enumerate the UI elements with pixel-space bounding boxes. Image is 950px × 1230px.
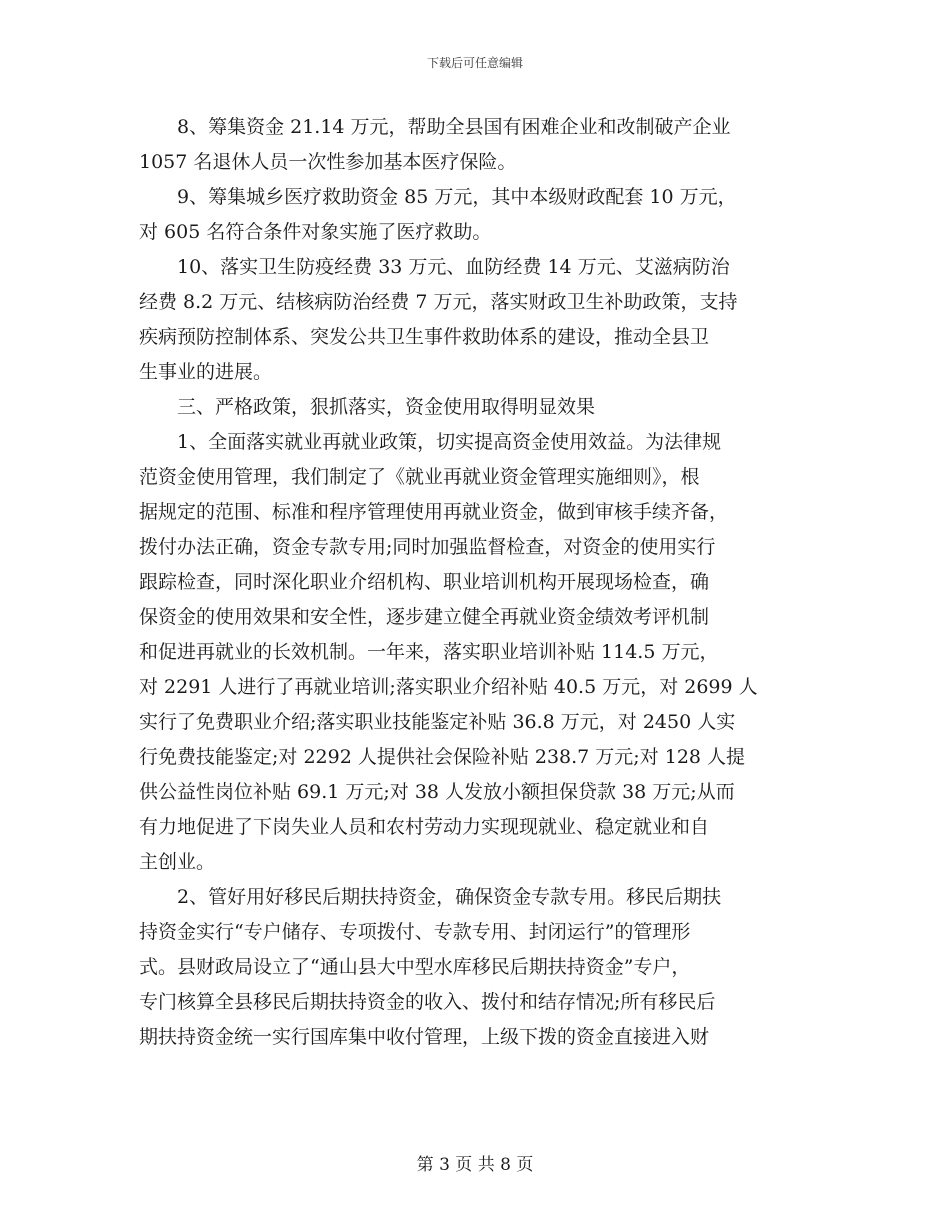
text-line: 专门核算全县移民后期扶持资金的收入、拨付和结存情况;所有移民后	[139, 991, 716, 1013]
text-line: 期扶持资金统一实行国库集中收付管理，上级下拨的资金直接进入财	[139, 1026, 710, 1048]
text-line: 对 2291 人进行了再就业培训;落实职业介绍补贴 40.5 万元，对 2699 人	[139, 676, 758, 698]
text-line: 跟踪检查，同时深化职业介绍机构、职业培训机构开展现场检查，确	[139, 571, 710, 593]
text-line: 实行了免费职业介绍;落实职业技能鉴定补贴 36.8 万元，对 2450 人实	[139, 711, 736, 733]
page-header: 下载后可任意编辑	[426, 56, 523, 70]
text-line: 1057 名退休人员一次性参加基本医疗保险。	[139, 151, 517, 173]
text-line: 1、全面落实就业再就业政策，切实提高资金使用效益。为法律规	[139, 431, 722, 453]
text-line: 对 605 名符合条件对象实施了医疗救助。	[139, 221, 492, 243]
text-line: 和促进再就业的长效机制。一年来，落实职业培训补贴 114.5 万元，	[139, 641, 719, 663]
text-line: 拨付办法正确，资金专款专用;同时加强监督检查，对资金的使用实行	[139, 536, 716, 558]
text-line: 2、管好用好移民后期扶持资金，确保资金专款专用。移民后期扶	[139, 886, 722, 908]
text-line: 9、筹集城乡医疗救助资金 85 万元，其中本级财政配套 10 万元，	[139, 186, 737, 208]
text-line: 经费 8.2 万元、结核病防治经费 7 万元，落实财政卫生补助政策，支持	[139, 291, 738, 313]
text-line: 式。县财政局设立了“通山县大中型水库移民后期扶持资金”专户，	[139, 956, 691, 978]
text-line: 保资金的使用效果和安全性，逐步建立健全再就业资金绩效考评机制	[139, 606, 710, 628]
page-footer: 第 3 页 共 8 页	[416, 1155, 534, 1175]
body-text	[139, 110, 819, 1055]
text-line: 8、筹集资金 21.14 万元，帮助全县国有困难企业和改制破产企业	[139, 116, 731, 138]
text-line: 主创业。	[139, 851, 216, 873]
text-line: 供公益性岗位补贴 69.1 万元;对 38 人发放小额担保贷款 38 万元;从而	[139, 781, 735, 803]
text-line: 持资金实行“专户储存、专项拨付、专款专用、封闭运行”的管理形	[139, 921, 691, 943]
text-line: 范资金使用管理，我们制定了《就业再就业资金管理实施细则》，根	[139, 466, 700, 488]
text-line: 生事业的进展。	[139, 361, 273, 383]
text-line: 行免费技能鉴定;对 2292 人提供社会保险补贴 238.7 万元;对 128 人提	[139, 746, 746, 768]
text-line: 10、落实卫生防疫经费 33 万元、血防经费 14 万元、艾滋病防治	[139, 256, 730, 278]
text-line: 有力地促进了下岗失业人员和农村劳动力实现现就业、稳定就业和自	[139, 816, 710, 838]
text-line: 据规定的范围、标准和程序管理使用再就业资金，做到审核手续齐备，	[139, 501, 729, 523]
text-line: 三、严格政策，狠抓落实，资金使用取得明显效果	[139, 396, 596, 418]
text-line: 疾病预防控制体系、突发公共卫生事件救助体系的建设，推动全县卫	[139, 326, 710, 348]
